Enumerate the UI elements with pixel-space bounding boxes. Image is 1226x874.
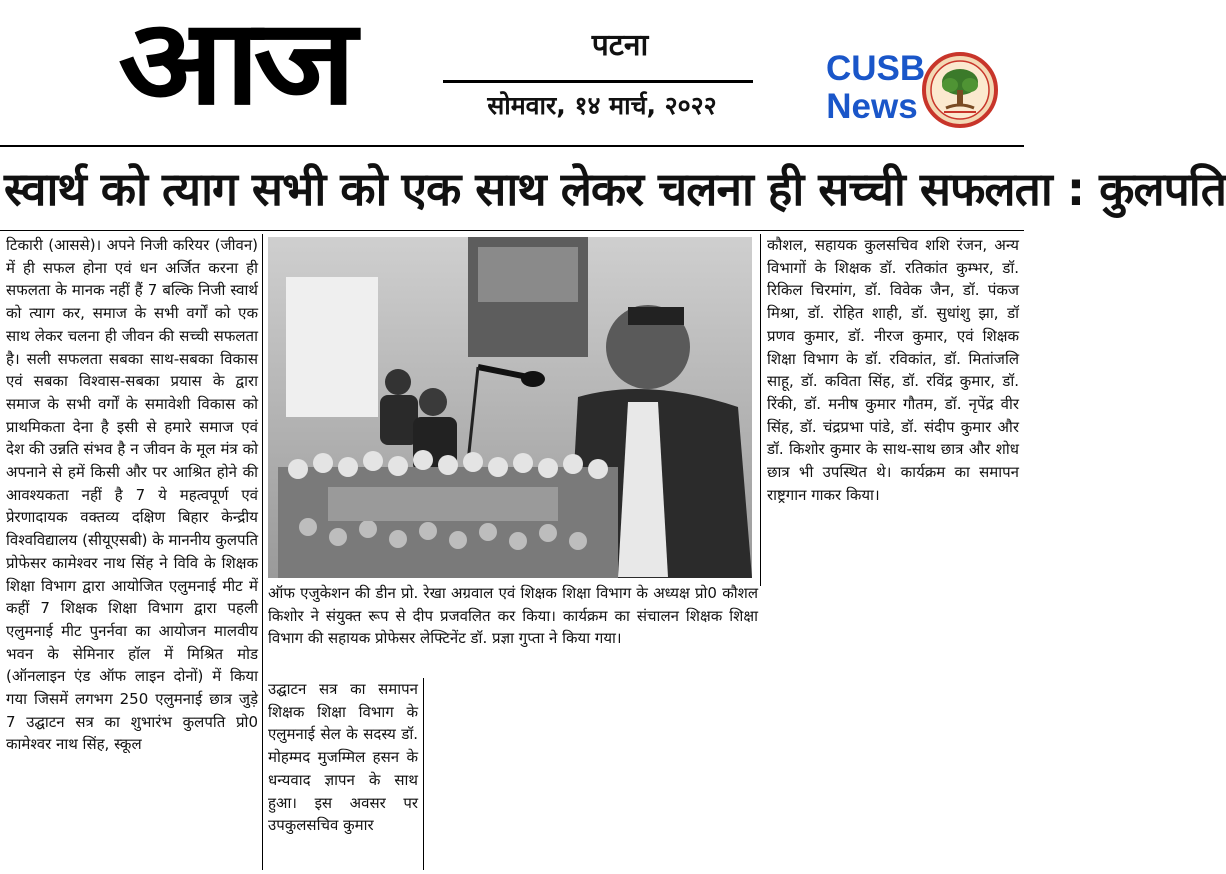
date-rule (443, 80, 753, 83)
article-text-caption: ऑफ एजुकेशन की डीन प्रो. रेखा अग्रवाल एवं शिक्षक शिक्षा विभाग के अध्यक्ष प्रो0 कौशल किशोर ने संयुक्त रूप से दीप प्रजवलित कर किया। कार्यक्रम का संचालन शिक्षक शिक्षा विभाग की सहायक प्रोफेसर लेफ्टिनेंट डॉ. प्रज्ञा गुप्ता ने किया गया। (268, 584, 758, 648)
university-seal-icon (922, 52, 998, 128)
cusb-news-logo (826, 49, 926, 126)
edition-date: सोमवार, १४ मार्च, २०२२ (487, 91, 717, 120)
article-continuation (268, 582, 758, 650)
news-label: News (826, 87, 918, 126)
column-divider (423, 678, 424, 870)
headline: स्वार्थ को त्याग सभी को एक साथ लेकर चलना ही सच्ची सफलता : कुलपति (4, 162, 1226, 216)
headline-rule (0, 230, 1024, 231)
cusb-label: CUSB (826, 49, 926, 88)
article-column-1 (6, 234, 258, 756)
column-divider (760, 234, 761, 586)
article-column-2 (268, 678, 418, 837)
article-text-2: उद्घाटन सत्र का समापन शिक्षक शिक्षा विभाग के एलुमनाई सेल के सदस्य डॉ. मोहम्मद मुजम्मिल हसन के धन्यवाद ज्ञापन के साथ हुआ। इस अवसर पर उपकुलसचिव कुमार (268, 680, 418, 835)
article-column-3 (767, 234, 1019, 506)
edition-city: पटना (591, 28, 649, 63)
article-text-1: टिकारी (आससे)। अपने निजी करियर (जीवन) में ही सफल होना एवं धन अर्जित करना ही सफलता के मानक नहीं हैं 7 बल्कि निजी स्वार्थ को त्याग कर, समाज के सभी वर्गों को एक साथ लेकर चलना ही जीवन की सच्ची सफलता है। सली सफलता सबका साथ-सबका विकास एवं सबका विश्वास-सबका प्रयास के द्वारा समाज के सभी वर्गों के समावेशी विकास को प्राथमिकता देना है इसी से हमारे समाज एवं देश की उन्नति संभव है न जीवन के मूल मंत्र को अपनाने से हमें किसी और पर आश्रित होने की आवश्यकता नहीं है 7 ये महत्वपूर्ण एवं प्रेरणादायक वक्तव्य दक्षिण बिहार केन्द्रीय विश्वविद्यालय (सीयूएसबी) के माननीय कुलपति प्रोफेसर कामेश्वर नाथ सिंह ने विवि के शिक्षक शिक्षा विभाग द्वारा आयोजित एलुमनाई मीट में कहीं 7 शिक्षक शिक्षा विभाग द्वारा पहली एलुमनाई मीट पुनर्नवा का आयोजन मालवीय भवन के सेमिनार हॉल में मिश्रित मोड (ऑनलाइन एंड ऑफ लाइन दोनों) में किया गया जिसमें लगभग 250 एलुमनाई छात्र जुड़े 7 उद्घाटन सत्र का शुभारंभ कुलपति प्रो0 कामेश्वर नाथ सिंह, स्कूल (6, 236, 259, 754)
column-divider (262, 234, 263, 870)
header-rule (0, 145, 1024, 147)
article-text-3: कौशल, सहायक कुलसचिव शशि रंजन, अन्य विभागों के शिक्षक डॉ. रतिकांत कुम्भर, डॉ. रिकिल चिरमांग, डॉ. विवेक जैन, डॉ. पंकज मिश्रा, डॉ. रोहित शाही, डॉ. सुधांशु झा, डॉ प्रणव कुमार, डॉ. नीरज कुमार, एवं शिक्षक शिक्षा विभाग के डॉ. रविकांत, डॉ. मितांजलि साहू, डॉ. कविता सिंह, डॉ. रविंद्र कुमार, डॉ. रिंकी, डॉ. मनीष कुमार गौतम, डॉ. नृपेंद्र वीर सिंह, डॉ. चंद्रप्रभा पांडे, डॉ. संदीप कुमार और डॉ. किशोर कुमार के साथ-साथ छात्र और शोध छात्र भी उपस्थित थे। कार्यक्रम का समापन राष्ट्रगान गाकर किया। (767, 236, 1019, 504)
event-photo (268, 237, 752, 578)
newspaper-logo: आज (118, 0, 350, 131)
